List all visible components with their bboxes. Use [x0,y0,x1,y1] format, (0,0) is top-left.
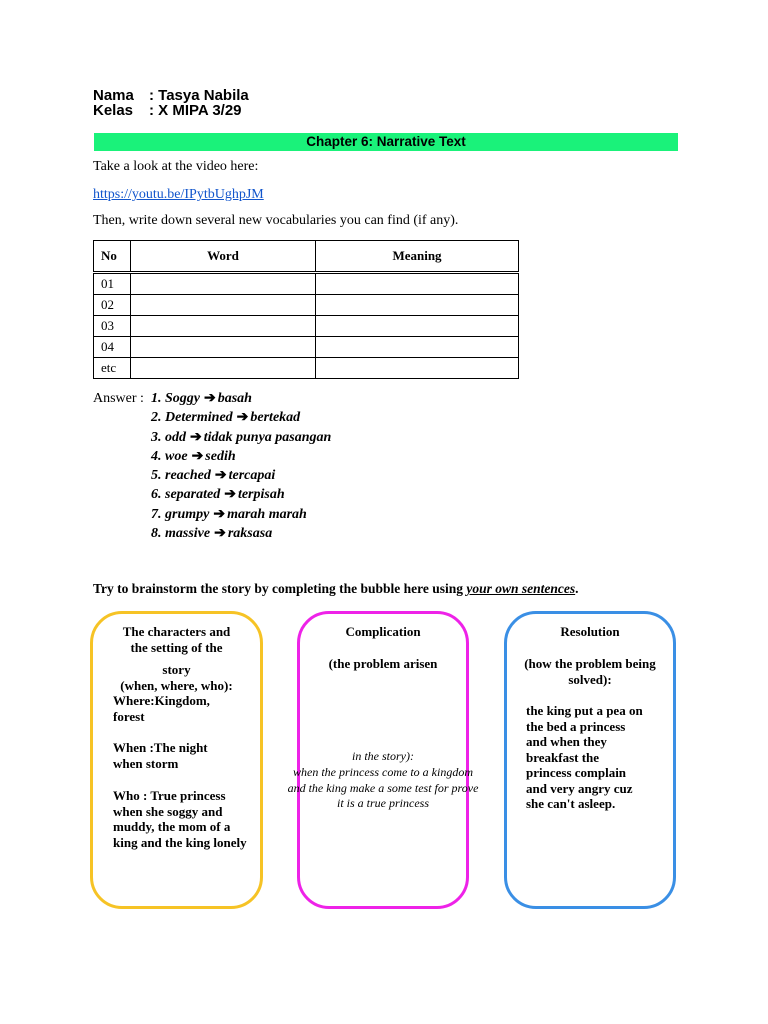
word-cell[interactable] [131,337,316,358]
answers-block [93,389,331,543]
row-number: etc [94,358,131,379]
word-cell[interactable] [131,295,316,316]
emphasis-text: your own sentences [466,581,576,596]
list-item: 8. massive ➔ raksasa [151,526,273,542]
list-item: 2. Determined ➔ bertekad [151,410,301,426]
row-number: 03 [94,316,131,337]
characters-where: Where:Kingdom, forest [113,693,210,724]
characters-bubble [90,611,263,909]
class-label: Kelas [93,102,134,119]
complication-note-1: in the story): [352,749,414,763]
class-value: : X MIPA 3/29 [149,102,242,119]
row-number: 04 [94,337,131,358]
characters-title-3: story [162,662,191,677]
name-label: Nama [93,87,134,104]
look-instruction: Take a look at the video here: [93,159,259,174]
vocab-table [93,240,519,379]
list-item: 1. Soggy ➔ basah [151,391,252,406]
answers-prefix: Answer : [93,391,144,406]
characters-who: Who : True princess when she soggy and muddy, the mom of a king and the king lonely [113,788,247,850]
table-row [94,273,519,295]
brainstorm-instruction: Try to brainstorm the story by completing the bubble here using your own sentences. [93,581,579,596]
characters-subtitle: (when, where, who): [120,678,233,693]
arrow-icon: ➔ [236,410,249,426]
list-item: 4. woe ➔ sedih [151,448,236,464]
row-number: 02 [94,295,131,316]
complication-title: Complication [345,624,421,639]
table-row [94,295,519,316]
video-link-row [93,185,264,203]
vocab-header-row [94,241,519,273]
word-cell[interactable] [131,316,316,337]
row-number: 01 [94,273,131,295]
complication-bubble [287,611,479,909]
resolution-subtitle: (how the problem being solved): [524,656,656,687]
resolution-title: Resolution [560,624,620,639]
answers-list [93,389,331,543]
list-item: 5. reached ➔ tercapai [151,468,276,484]
arrow-icon: ➔ [214,468,227,484]
list-item: 7. grumpy ➔ marah marah [151,506,307,522]
characters-title-1: The characters and [122,624,231,639]
meaning-cell[interactable] [316,295,519,316]
meaning-cell[interactable] [316,358,519,379]
meaning-cell[interactable] [316,273,519,295]
arrow-icon: ➔ [204,391,216,406]
arrow-icon: ➔ [190,429,202,445]
list-item: 6. separated ➔ terpisah [151,487,285,503]
name-value: : Tasya Nabila [149,87,249,104]
resolution-text: the king put a pea on the bed a princess and when they breakfast the princess complain and very angry cuz she can't asleep. [526,703,643,811]
complication-subtitle: (the problem arisen [328,656,438,671]
table-row [94,316,519,337]
video-link[interactable]: https://youtu.be/IPytbUghpJM [93,187,264,202]
col-header-meaning: Meaning [316,241,519,273]
list-item: 3. odd ➔ tidak punya pasangan [151,429,332,445]
write-instruction: Then, write down several new vocabularies you can find (if any). [93,213,459,228]
meaning-cell[interactable] [316,337,519,358]
arrow-icon: ➔ [214,526,226,542]
arrow-icon: ➔ [213,506,226,522]
student-class-line [93,102,242,119]
word-cell[interactable] [131,358,316,379]
col-header-word: Word [131,241,316,273]
characters-when: When :The night when storm [113,740,208,771]
chapter-title: Chapter 6: Narrative Text [94,133,678,151]
table-row [94,358,519,379]
table-row [94,337,519,358]
arrow-icon: ➔ [191,448,204,464]
characters-title-2: the setting of the [130,640,223,655]
complication-note-2: when the princess come to a kingdom and the king make a some test for prove it is a true princess [287,765,479,810]
meaning-cell[interactable] [316,316,519,337]
col-header-no: No [94,241,131,273]
arrow-icon: ➔ [224,487,236,503]
resolution-bubble [504,611,676,909]
word-cell[interactable] [131,273,316,295]
